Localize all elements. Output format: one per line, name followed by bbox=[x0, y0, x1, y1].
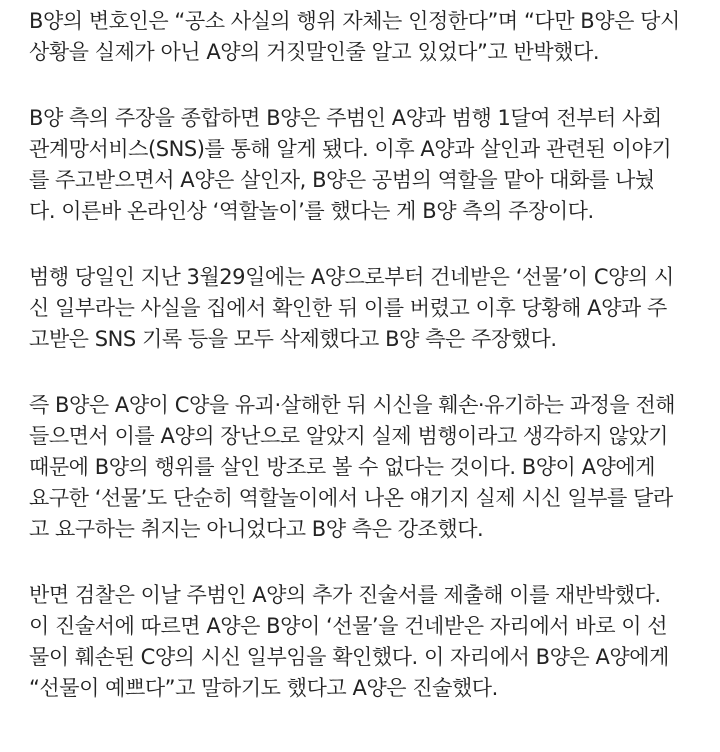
text-line: 반면 검찰은 이날 주범인 A양의 추가 진술서를 제출해 이를 재반박했다. bbox=[29, 583, 661, 607]
text-line: 를 주고받으면서 A양은 살인자, B양은 공범의 역할을 맡아 대화를 나눴 bbox=[29, 168, 655, 192]
text-line: 고 요구하는 취지는 아니었다고 B양 측은 강조했다. bbox=[29, 517, 484, 541]
text-line: 요구한 ‘선물’도 단순히 역할놀이에서 나온 얘기지 실제 시신 일부를 달라 bbox=[29, 486, 673, 510]
paragraph-2 bbox=[29, 103, 713, 227]
article-body bbox=[29, 6, 713, 739]
text-line: 들으면서 이를 A양의 장난으로 알았지 실제 범행이라고 생각하지 않았기 bbox=[29, 424, 668, 448]
text-line: 관계망서비스(SNS)를 통해 알게 됐다. 이후 A양과 살인과 관련된 이야기 bbox=[29, 137, 672, 161]
paragraph-3 bbox=[29, 262, 713, 355]
text-line: 물이 훼손된 C양의 시신 일부임을 확인했다. 이 자리에서 B양은 A양에게 bbox=[29, 645, 669, 669]
text-line: 신 일부라는 사실을 집에서 확인한 뒤 이를 버렸고 이후 당황해 A양과 주 bbox=[29, 296, 667, 320]
text-line: 상황을 실제가 아닌 A양의 거짓말인줄 알고 있었다”고 반박했다. bbox=[29, 40, 600, 64]
text-line: B양 측의 주장을 종합하면 B양은 주범인 A양과 범행 1달여 전부터 사회 bbox=[29, 106, 662, 130]
text-line: 때문에 B양의 행위를 살인 방조로 볼 수 없다는 것이다. B양이 A양에게 bbox=[29, 455, 656, 479]
text-line: 범행 당일인 지난 3월29일에는 A양으로부터 건네받은 ‘선물’이 C양의 시 bbox=[29, 265, 674, 289]
text-line: 이 진술서에 따르면 A양은 B양이 ‘선물’을 건네받은 자리에서 바로 이 선 bbox=[29, 614, 668, 638]
text-line: “선물이 예쁘다”고 말하기도 했다고 A양은 진술했다. bbox=[29, 676, 498, 700]
text-line: B양의 변호인은 “공소 사실의 행위 자체는 인정한다”며 “다만 B양은 당시 bbox=[29, 9, 680, 33]
paragraph-4 bbox=[29, 390, 713, 545]
text-line: 즉 B양은 A양이 C양을 유괴·살해한 뒤 시신을 훼손·유기하는 과정을 전해 bbox=[29, 393, 676, 417]
text-line: 고받은 SNS 기록 등을 모두 삭제했다고 B양 측은 주장했다. bbox=[29, 327, 557, 351]
paragraph-1 bbox=[29, 6, 713, 68]
paragraph-5 bbox=[29, 580, 713, 704]
text-line: 다. 이른바 온라인상 ‘역할놀이’를 했다는 게 B양 측의 주장이다. bbox=[29, 199, 594, 223]
